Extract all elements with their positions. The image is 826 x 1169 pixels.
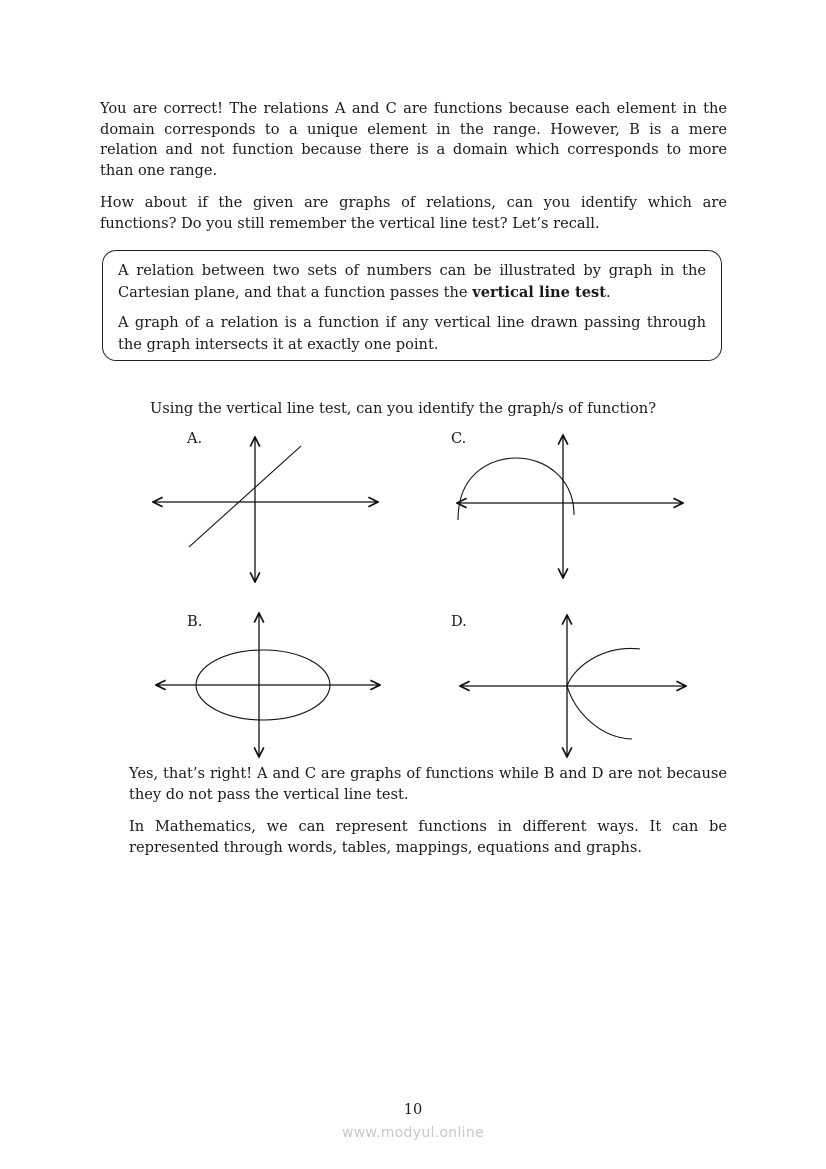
intro-paragraph: You are correct! The relations A and C are functions because each element in the domain corresponds to a unique element in the range. However, B is a mere relation and not function because there is a domain which corresponds to more than one range. xyxy=(100,100,727,179)
callout-definition-2: A graph of a relation is a function if any vertical line drawn passing through the graph intersects it at exactly one point. xyxy=(118,314,706,353)
watermark: www.modyul.online xyxy=(342,1125,484,1141)
graph-d-curve xyxy=(567,648,640,739)
graph-a-label: A. xyxy=(187,430,203,447)
answer-paragraph: Yes, that’s right! A and C are graphs of functions while B and D are not because they do not pass the vertical line test. xyxy=(129,765,727,803)
graph-a xyxy=(153,437,378,582)
representation-paragraph: In Mathematics, we can represent functions in different ways. It can be represented through words, tables, mappings, equations and graphs. xyxy=(129,818,727,856)
graph-d xyxy=(460,615,686,757)
graph-b-label: B. xyxy=(187,613,203,630)
graph-prompt: Using the vertical line test, can you identify the graph/s of function? xyxy=(150,400,657,417)
page-number: 10 xyxy=(403,1101,423,1118)
callout-period: . xyxy=(605,283,611,301)
graph-a-line xyxy=(189,446,301,547)
graph-b xyxy=(156,613,380,757)
graph-c xyxy=(457,435,683,578)
callout-bold-term: vertical line test xyxy=(472,283,606,301)
graph-c-label: C. xyxy=(451,430,467,447)
question-paragraph: How about if the given are graphs of relations, can you identify which are functions? Do you still remember the vertical line test? Let’s recall. xyxy=(100,194,727,232)
callout-text: A relation between two sets of numbers can be illustrated by graph in the Cartesian plane, and that a function passes the xyxy=(118,262,706,301)
graph-c-arc xyxy=(458,458,574,520)
graph-d-label: D. xyxy=(451,613,467,630)
